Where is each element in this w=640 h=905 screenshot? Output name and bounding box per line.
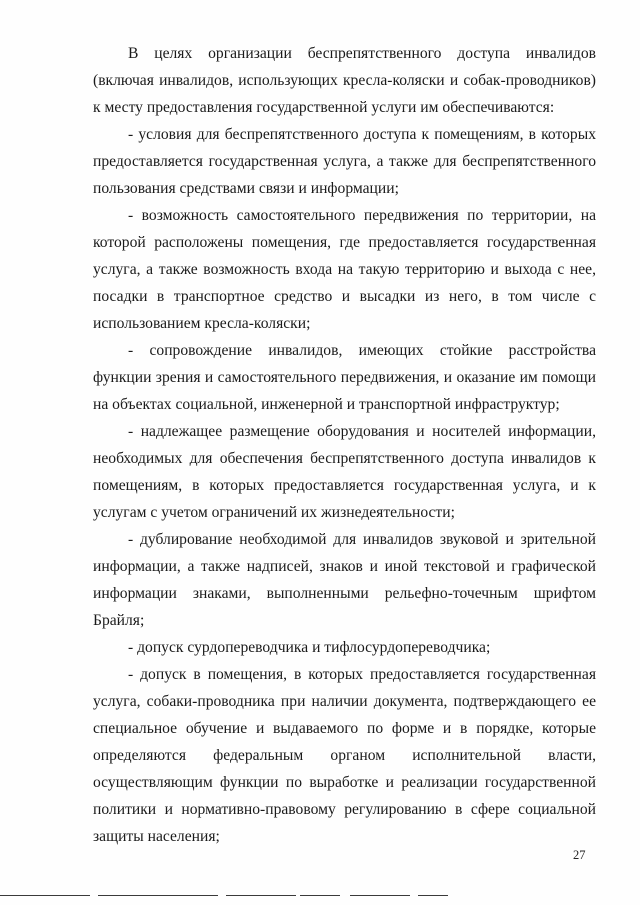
list-item-interpreter-admission: - допуск сурдопереводчика и тифлосурдопереводчика; bbox=[128, 639, 491, 656]
list-item-access-conditions: - условия для беспрепятственного доступа к помещениям, в которых предоставляется государственная услуга, а также для беспрепятственного пользования средствами связи и информации; bbox=[93, 126, 596, 197]
list-item-equipment-placement: - надлежащее размещение оборудования и носителей информации, необходимых для обеспечения беспрепятственного доступа инвалидов к помещениям, в которых предоставляется государственная услуга, и к услугам с учетом ограничений их жизнедеятельности; bbox=[93, 423, 596, 521]
list-item-independent-movement: - возможность самостоятельного передвижения по территории, на которой расположены помещения, где предоставляется государственная услуга, а также возможность входа на такую территорию и выхода с нее, посадки в транспортное средство и высадки из него, в том числе с использованием кресла-коляски; bbox=[93, 207, 596, 332]
list-item-escort: - сопровождение инвалидов, имеющих стойкие расстройства функции зрения и самостоятельного передвижения, и оказание им помощи на объектах социальной, инженерной и транспортной инфраструктур; bbox=[93, 342, 596, 413]
page-number: 27 bbox=[573, 848, 586, 862]
document-body bbox=[93, 40, 596, 850]
scan-edge-line bbox=[0, 895, 640, 897]
list-item-braille-duplication: - дублирование необходимой для инвалидов звуковой и зрительной информации, а также надписей, знаков и иной текстовой и графической информации знаками, выполненными рельефно-точечным шрифтом Брайля; bbox=[93, 531, 596, 629]
paragraph-intro: В целях организации беспрепятственного доступа инвалидов (включая инвалидов, использующих кресла-коляски и собак-проводников) к месту предоставления государственной услуги им обеспечиваются: bbox=[93, 45, 596, 116]
list-item-guide-dog-admission: - допуск в помещения, в которых предоставляется государственная услуга, собаки-проводника при наличии документа, подтверждающего ее специальное обучение и выдаваемого по форме и в порядке, которые определяются федеральным органом исполнительной власти, осуществляющим функции по выработке и реализации государственной политики и нормативно-правовому регулированию в сфере социальной защиты населения; bbox=[93, 666, 596, 845]
